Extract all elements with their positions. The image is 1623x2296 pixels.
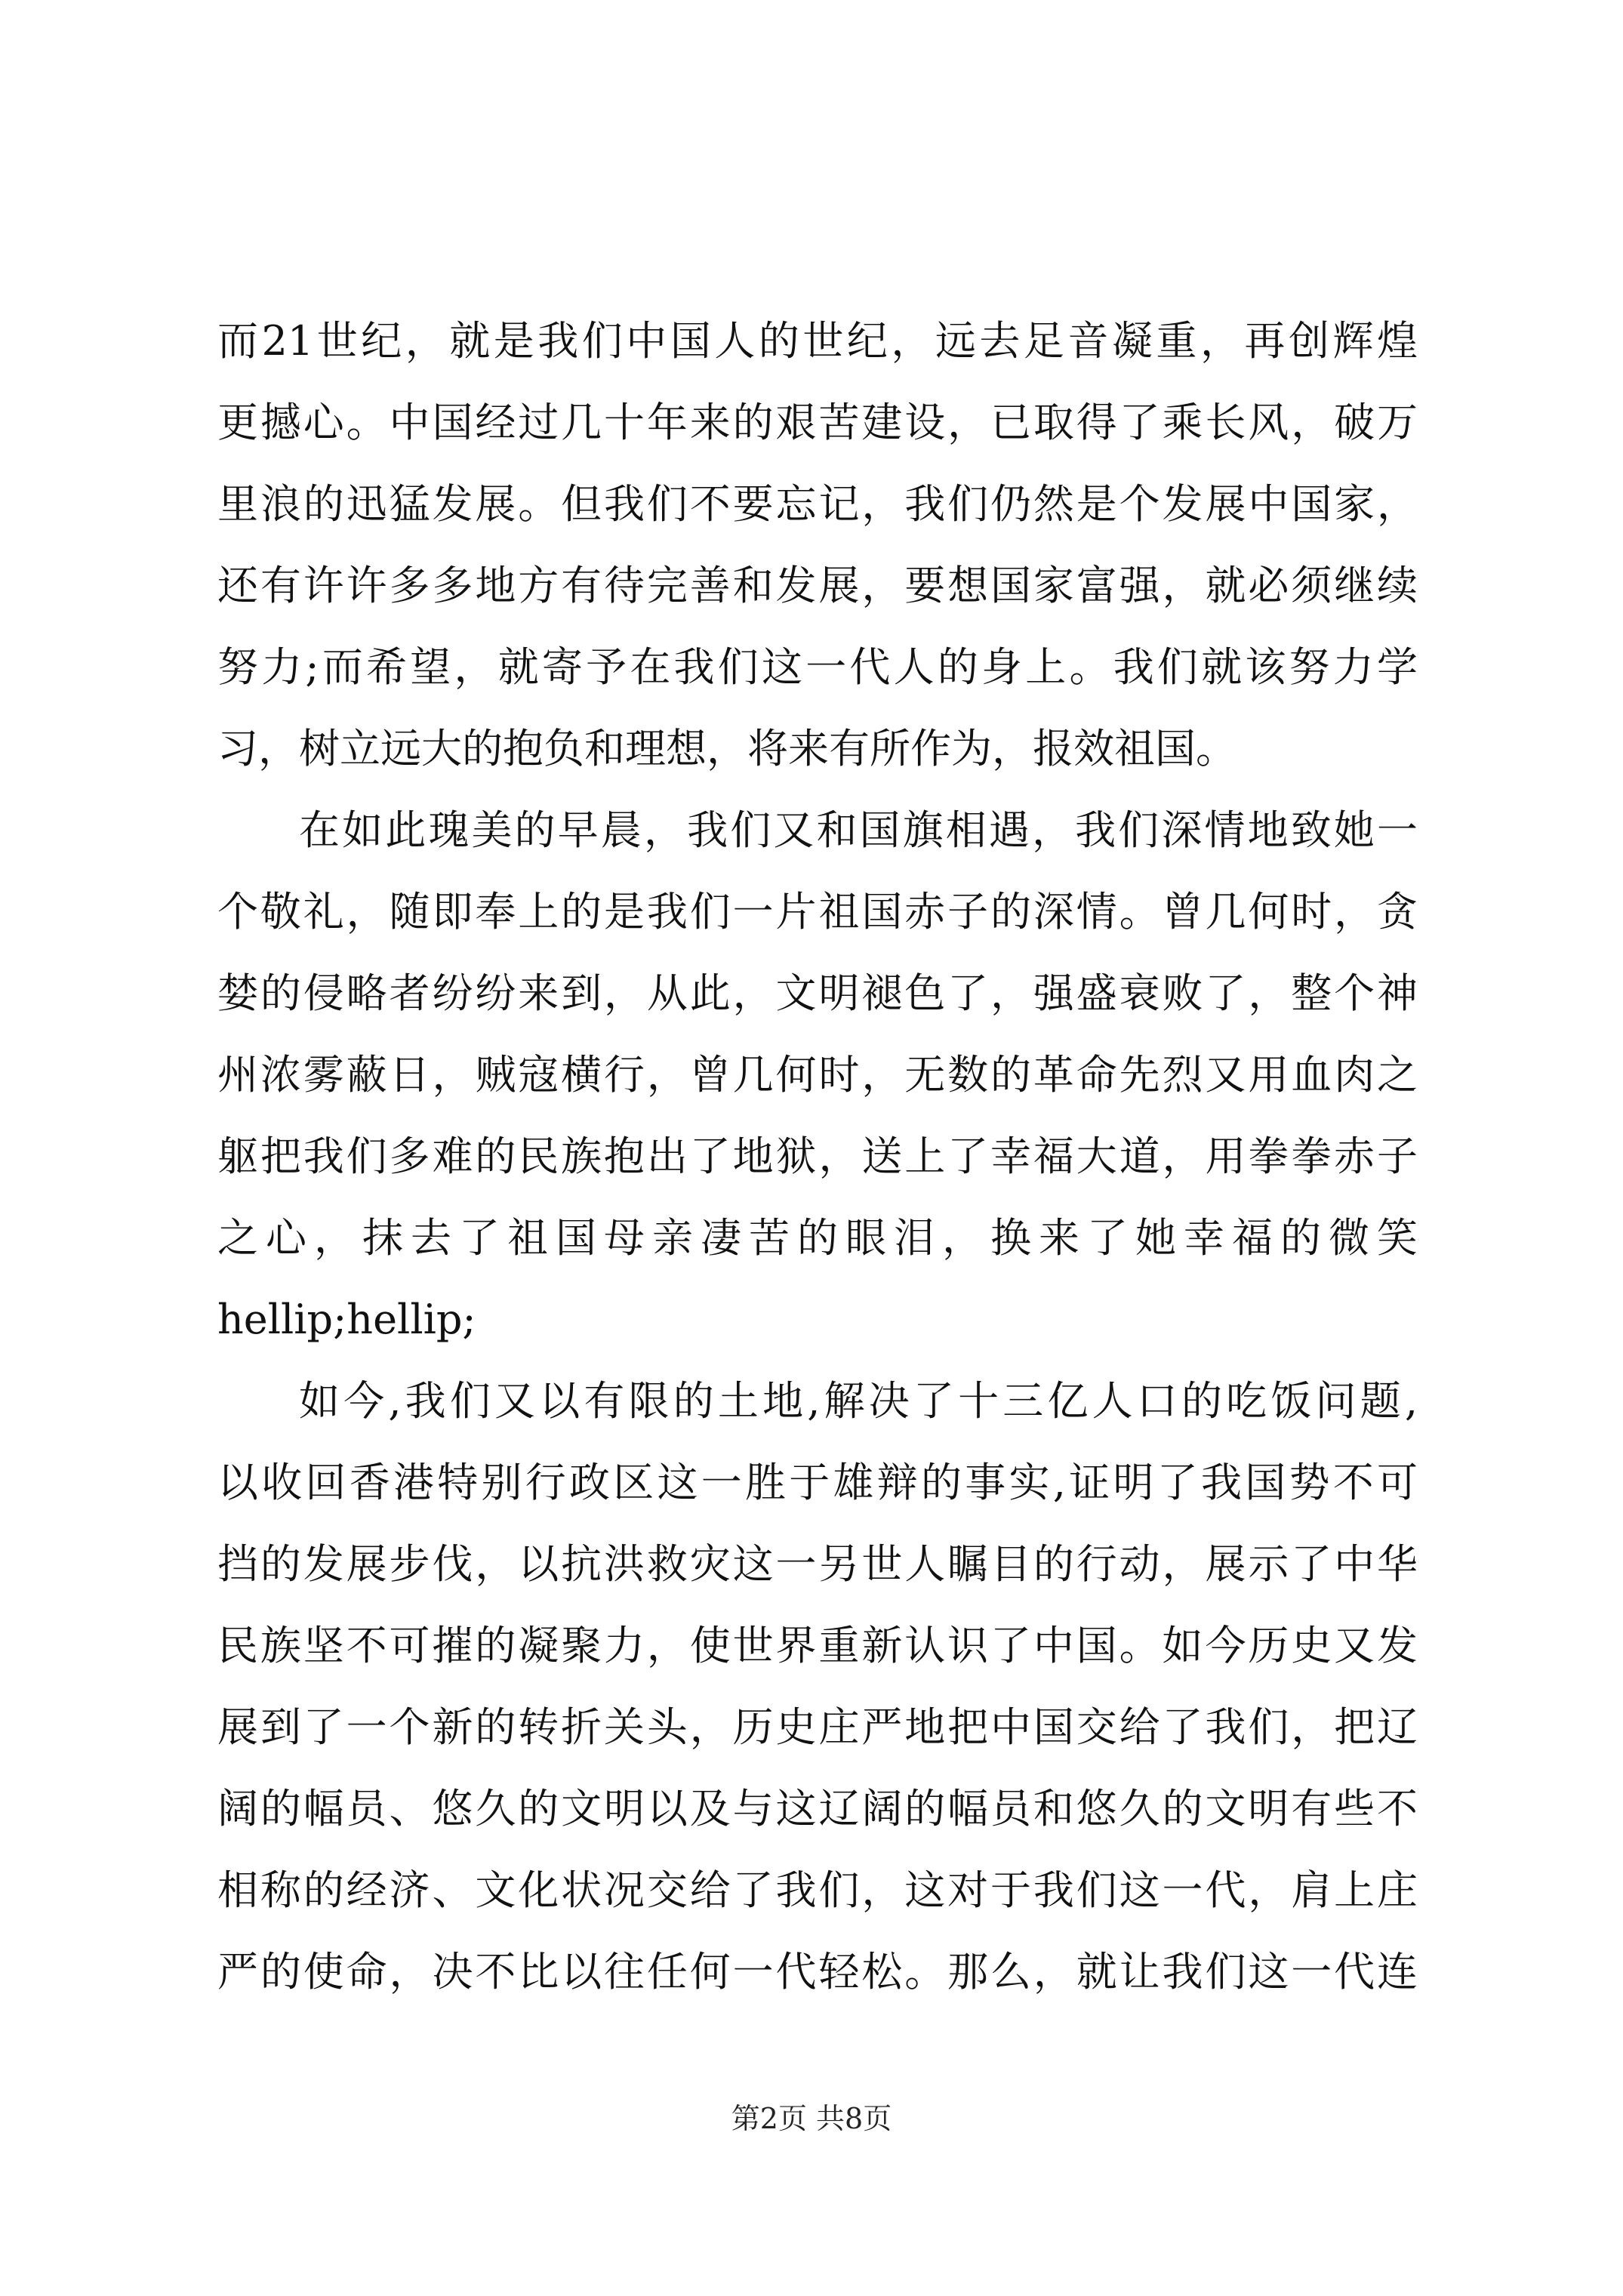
- text-line: 努力;而希望，就寄予在我们这一代人的身上。我们就该努力学: [217, 643, 1418, 691]
- text-line: 阔的幅员、悠久的文明以及与这辽阔的幅员和悠久的文明有些不: [217, 1785, 1418, 1832]
- paragraph-1: [217, 300, 1418, 790]
- text-line: 在如此瑰美的早晨，我们又和国旗相遇，我们深情地致她一: [299, 806, 1418, 854]
- text-line: 还有许许多多地方有待完善和发展，要想国家富强，就必须继续: [217, 562, 1418, 609]
- text-line: 以收回香港特别行政区这一胜于雄辩的事实,证明了我国势不可: [217, 1459, 1418, 1506]
- text-line: 如今,我们又以有限的土地,解决了十三亿人口的吃饭问题,: [299, 1377, 1418, 1425]
- text-line: 相称的经济、文化状况交给了我们，这对于我们这一代，肩上庄: [217, 1866, 1418, 1914]
- text-line: 更撼心。中国经过几十年来的艰苦建设，已取得了乘长风，破万: [217, 399, 1418, 446]
- text-line: 里浪的迅猛发展。但我们不要忘记，我们仍然是个发展中国家，: [217, 480, 1418, 528]
- text-line: 个敬礼，随即奉上的是我们一片祖国赤子的深情。曾几何时，贪: [217, 888, 1418, 935]
- text-line: 躯把我们多难的民族抱出了地狱，送上了幸福大道，用拳拳赤子: [217, 1133, 1418, 1180]
- text-line: hellip;hellip;: [217, 1296, 476, 1343]
- text-line: 展到了一个新的转折关头，历史庄严地把中国交给了我们，把辽: [217, 1703, 1418, 1751]
- page-number: 第2页 共8页: [731, 2102, 892, 2135]
- text-line: 而21世纪，就是我们中国人的世纪，远去足音凝重，再创辉煌: [217, 317, 1418, 365]
- text-line: 民族坚不可摧的凝聚力，使世界重新认识了中国。如今历史又发: [217, 1622, 1418, 1669]
- body-text: [217, 300, 1418, 2013]
- paragraph-3: [217, 1361, 1418, 2013]
- text-line: 挡的发展步伐，以抗洪救灾这一另世人瞩目的行动，展示了中华: [217, 1540, 1418, 1588]
- paragraph-2: [217, 790, 1418, 1361]
- text-line: 之心，抹去了祖国母亲凄苦的眼泪，换来了她幸福的微笑: [217, 1214, 1418, 1262]
- text-line: 州浓雾蔽日，贼寇横行，曾几何时，无数的革命先烈又用血肉之: [217, 1051, 1418, 1099]
- text-line: 习，树立远大的抱负和理想，将来有所作为，报效祖国。: [217, 725, 1236, 772]
- text-line: 婪的侵略者纷纷来到，从此，文明褪色了，强盛衰败了，整个神: [217, 969, 1418, 1017]
- text-line: 严的使命，决不比以往任何一代轻松。那么，就让我们这一代连: [217, 1948, 1418, 1996]
